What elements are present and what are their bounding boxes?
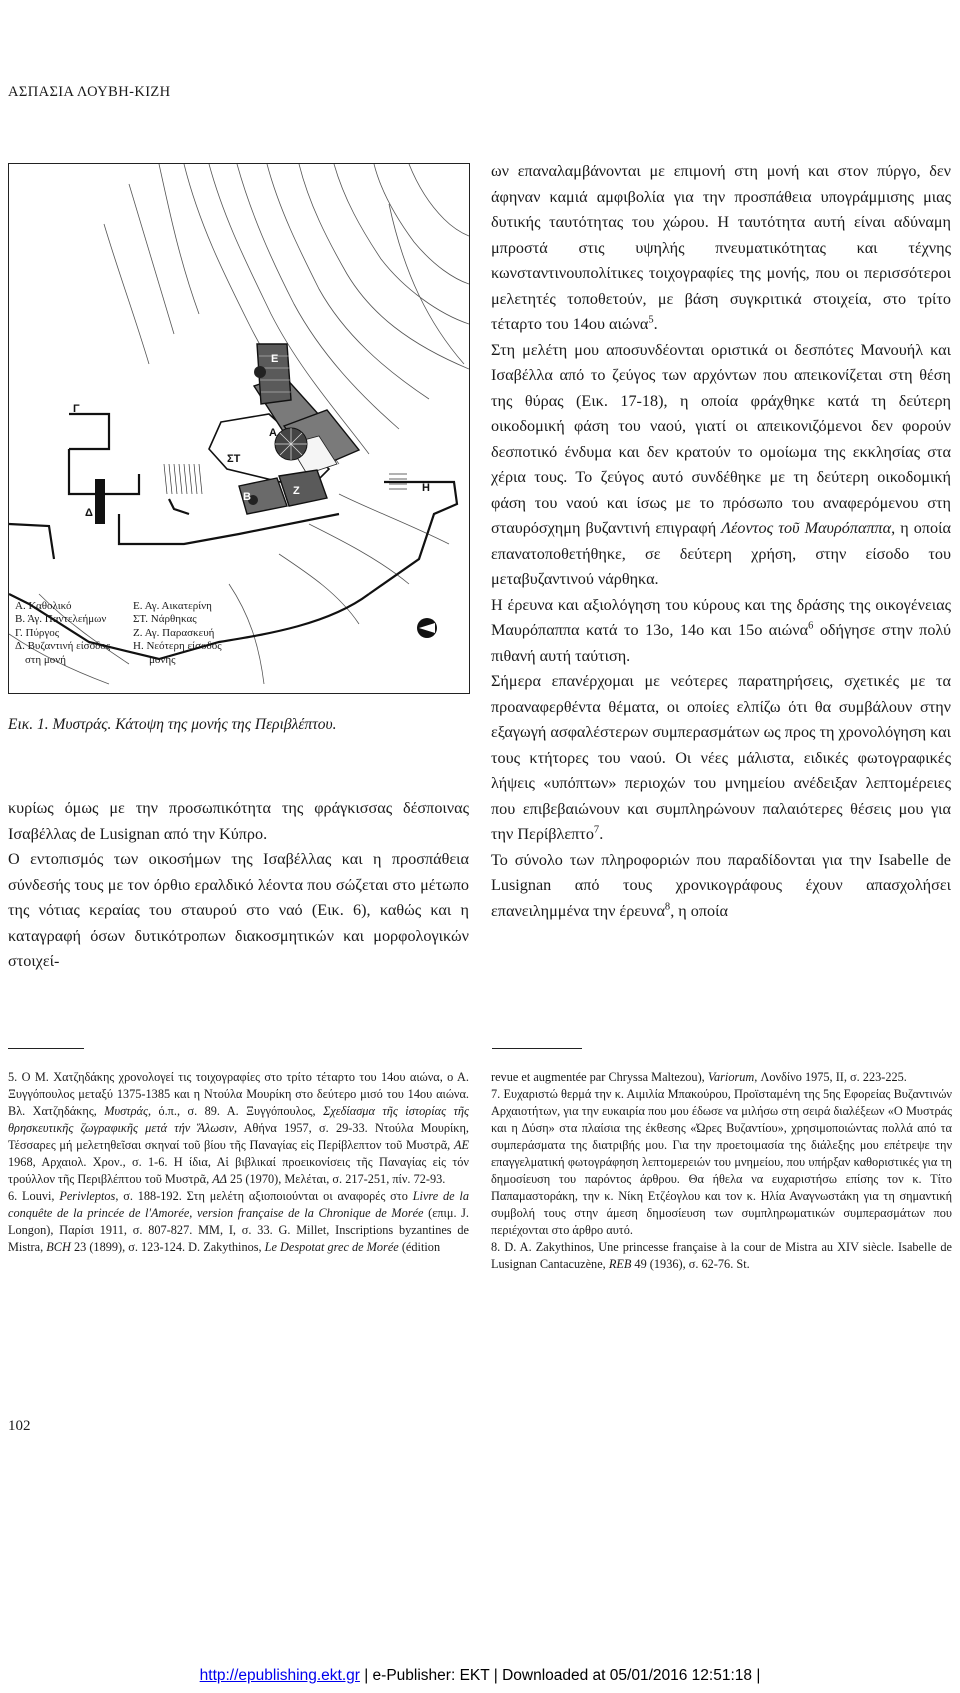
- footnote: 5. Ο Μ. Χατζηδάκης χρονολογεί τις τοιχογραφίες στο τρίτο τέταρτο του 14ου αιώνα, ο Α. Ξυγγόπουλος μεταξύ 1375-1385 και η Ντούλα Μουρίκη στο δεύτερο μισό του 14ου αιώνα. Βλ. Χατζηδάκης, Μυστράς, ό.π., σ. 89. Α. Ξυγγόπουλος, Σχεδίασμα τῆς ἱστορίας τῆς θρησκευτικῆς ζωγραφικῆς μετά τήν Ἅλωσιν, Αθήνα 1957, σ. 29-33. Ντούλα Μουρίκη, Τέσσαρες μή μελετηθεῖσαι σκηναί τοῦ βίου τῆς Παναγίας εἰς Περίβλεπτον τοῦ Μυστρᾶ, ΑΕ 1968, Αρχαιολ. Χρον., σ. 1-6. Η ίδια, Αἱ βιβλικαί προεικονίσεις τῆς Παναγίας εἰς τόν τρούλλον τῆς Περιβλέπτου τοῦ Μυστρᾶ, ΑΔ 25 (1970), Μελέται, σ. 217-251, πίν. 72-93.: [8, 1070, 470, 1186]
- footnote-ref: 7: [593, 824, 600, 836]
- footnote: 6. Louvi, Perivleptos, σ. 188-192. Στη μελέτη αξιοποιούνται οι αναφορές στο Livre de la conquête de la princée de l'Amorée, version française de la Chronique de Morée (επιμ. J. Longon), Παρίσι 1911, σ. 807-827. MM, I, σ. 33. G. Millet, Inscriptions byzantines de Mistra, BCH 23 (1899), σ. 123-124. D. Zakythinos, Le Despotat grec de Morée (édition: [8, 1189, 469, 1254]
- footnote: revue et augmentée par Chryssa Maltezou), Variorum, Λονδίνο 1975, II, σ. 223-225.: [491, 1070, 907, 1084]
- map-label-alpha: Α: [269, 427, 277, 439]
- paragraph: Το σύνολο των πληροφοριών που παραδίδονται για την Isabelle de Lusignan από τους χρονικογράφους έχουν απασχολήσει επανειλημμένα την έρευνα$^8$, η οποία: [491, 850, 951, 920]
- map-label-delta: Δ: [85, 507, 93, 519]
- paragraph: ων επαναλαμβάνονται με επιμονή στη μονή και στον πύργο, δεν άφηναν καμιά αμφιβολία για την προσπάθεια υπογράμμισης μιας δυτικής ταυτότητας του χώρου. Η ταυτότητα αυτή είναι αδύναμη μπροστά στις υψηλής πνευματικότητας και τέχνης κωνσταντινουπολίτικες τοιχογραφίες της μονής, που οι περισσότεροι μελετητές τοποθετούν, με βάση συγκριτικά στοιχεία, στο τρίτο τέταρτο του 14ου αιώνα$^5$.: [491, 162, 951, 333]
- legend-item: Γ. Πύργος: [15, 626, 60, 639]
- site-plan-figure: [8, 163, 470, 694]
- map-label-eta: Η: [422, 482, 430, 494]
- footnote-divider: [492, 1048, 582, 1049]
- paragraph: Σήμερα επανέρχομαι με νεότερες παρατηρήσεις, σχετικές με τα προαναφερθέντα θέματα, οι οποίες ελπίζω ότι θα συμβάλουν στην εξαγωγή ασφαλέστερων συμπερασμάτων ως προς τη χρονολόγηση και τους κτήτορες του ναού. Οι νέες μάλιστα, ειδικές φωτογραφικές λήψεις «υπόπτων» περιοχών του μνημείου ανέδειξαν λεπτομέρειες που επιβεβαιώνουν και συμπληρώνουν παλαιότερες θέσεις μου για την Περίβλεπτο$^7$.: [491, 672, 951, 843]
- map-label-st: ΣΤ: [227, 453, 241, 465]
- legend-item: Α. Καθολικό: [15, 600, 72, 612]
- footnote: 8. D. A. Zakythinos, Une princesse française à la cour de Mistra au XIV siècle. Isabelle de Lusignan Cantacuzène, REB 49 (1936), σ. 62-76. St.: [491, 1240, 952, 1271]
- footnote-ref: 5: [648, 314, 654, 326]
- legend-item: στη μονή: [25, 653, 66, 666]
- legend-item: ΣΤ. Νάρθηκας: [133, 613, 197, 626]
- paragraph: Ο εντοπισμός των οικοσήμων της Ισαβέλλας και η προσπάθεια σύνδεσής τους με τον όρθιο εραλδικό λέοντα που σώζεται στο μέτωπο της νότιας κεραίας του σταυρού στο ναό (Εικ. 6), καθώς και η καταγραφή όσων δυτικότροπων διακοσμητικών και μορφολογικών στοιχεί-: [8, 850, 469, 970]
- legend-item: μονής: [149, 653, 176, 666]
- footnotes-left: [8, 1069, 469, 1256]
- map-label-gamma: Γ: [73, 403, 80, 415]
- legend-item: Β. Άγ. Παντελεήμων: [15, 613, 107, 626]
- paragraph: Στη μελέτη μου αποσυνδέονται οριστικά οι δεσπότες Μανουήλ και Ισαβέλλα από το ζεύγος των αρχόντων που απεικονίζεται στη θέση της θύρας (Εικ. 17-18), η οποία φράχθηκε κατά τη δεύτερη οικοδομική φάση του ναού, γιατί οι απεικονιζόμενοι δεν φορούν δεσποτικό ένδυμα και δεν κρατούν το ομοίωμα της εκκλησίας στα χέρια τους. Το ζεύγος αυτό συνδέθηκε με τη δεύτερη οικοδομική φάση του ναού και ίσως με το πρόσωπο του αναφερόμενου στη σταυρόσχημη βυζαντινή επιγραφή Λέοντος τοῦ Μαυρόπαππα, η οποία επανατοποθετήθηκε, σε δεύτερη χρήση, στην είσοδο του μεταβυζαντινού νάρθηκα.: [491, 340, 951, 588]
- paragraph: κυρίως όμως με την προσωπικότητα της φράγκισσας δέσποινας Ισαβέλλας de Lusignan από την Κύπρο.: [8, 799, 469, 843]
- page-number: 102: [8, 1418, 31, 1434]
- map-label-epsilon: Ε: [271, 353, 279, 365]
- body-column-left: [8, 796, 469, 975]
- legend-item: Ζ. Αγ. Παρασκευή: [133, 626, 215, 639]
- north-arrow-icon: [417, 618, 437, 638]
- footer-info: | e-Publisher: EKT | Downloaded at 05/01/2016 12:51:18 |: [359, 1667, 761, 1684]
- legend-item: Η. Νεότερη είσοδος: [133, 640, 222, 653]
- footnote-divider: [8, 1048, 84, 1049]
- figure-caption: Εικ. 1. Μυστράς. Κάτοψη της μονής της Περιβλέπτου.: [8, 716, 337, 733]
- publisher-link[interactable]: http://epublishing.ekt.gr: [199, 1667, 360, 1684]
- paragraph: Η έρευνα και αξιολόγηση του κύρους και της δράσης της οικογένειας Μαυρόπαππα κατά το 13ο, 14ο και 15ο αιώνα$^6$ οδήγησε στην πολύ πιθανή αυτή ταύτιση.: [491, 595, 951, 665]
- running-head: ΑΣΠΑΣΙΑ ΛΟΥΒΗ-ΚΙΖΗ: [8, 84, 171, 100]
- footnotes-right: [491, 1069, 952, 1273]
- footnote: 7. Ευχαριστώ θερμά την κ. Αιμιλία Μπακούρου, Προϊσταμένη της 5ης Εφορείας Βυζαντινών Αρχαιοτήτων, για την ευκαιρία που μου έδωσε να μιλήσω στη σειρά διαλέξεων «Ο Μυστράς και η Δύση» στα πλαίσια της έκθεσης «Ώρες Βυζαντίου», χρησιμοποιώντας πολλά από τα συμπεράσματα της διατριβής μου. Για την προετοιμασία της διάλεξης μου επέτρεψε την επαγγελματική φωτογράφηση λεπτομερειών του μνημείου, που υπήρξαν καθοριστικές για τη δημοσίευση του παρόντος άρθρου. Θα ήθελα να ευχαριστήσω επίσης τον κ. Τίτο Παπαμαστοράκη, την κ. Νίκη Ετζέογλου και τον κ. Ηλία Αναγνωστάκη για τη σημαντική συμβολή τους στην άμεση δημοσίευση των συμπληρωματικών συμπερασμάτων που περιέχονται στο άρθρο αυτό.: [491, 1087, 952, 1237]
- map-label-zeta: Ζ: [293, 485, 300, 497]
- footnote-ref: 8: [664, 901, 671, 913]
- footnote-ref: 6: [808, 620, 814, 632]
- download-footer: [0, 1667, 960, 1685]
- body-column-right: [491, 159, 951, 924]
- legend-item: Ε. Αγ. Αικατερίνη: [133, 600, 212, 612]
- legend-item: Δ. Βυζαντινή είσοδος: [15, 640, 111, 653]
- map-label-beta: Β: [243, 491, 251, 503]
